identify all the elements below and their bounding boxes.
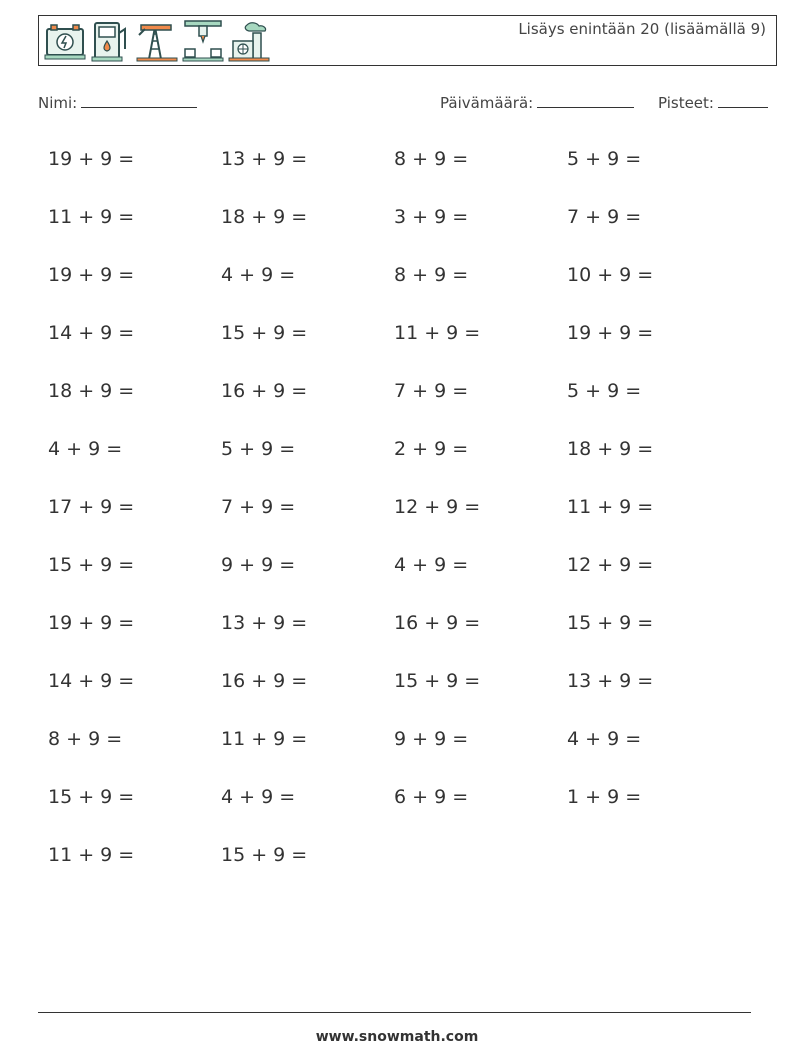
problem-item: 15 + 9 = bbox=[48, 786, 135, 808]
drill-press-icon bbox=[181, 19, 225, 63]
problem-item: 1 + 9 = bbox=[567, 786, 642, 808]
problem-item: 19 + 9 = bbox=[48, 264, 135, 286]
problem-item: 11 + 9 = bbox=[221, 728, 308, 750]
problem-item: 16 + 9 = bbox=[221, 670, 308, 692]
problem-item: 4 + 9 = bbox=[221, 786, 296, 808]
problem-item: 13 + 9 = bbox=[221, 612, 308, 634]
worksheet-title: Lisäys enintään 20 (lisäämällä 9) bbox=[518, 20, 766, 38]
problem-item: 15 + 9 = bbox=[567, 612, 654, 634]
problem-item: 5 + 9 = bbox=[567, 380, 642, 402]
problem-item: 4 + 9 = bbox=[567, 728, 642, 750]
problem-item: 14 + 9 = bbox=[48, 322, 135, 344]
problem-item: 11 + 9 = bbox=[48, 206, 135, 228]
problem-item: 5 + 9 = bbox=[221, 438, 296, 460]
problem-item: 18 + 9 = bbox=[567, 438, 654, 460]
problem-item: 7 + 9 = bbox=[394, 380, 469, 402]
problem-item: 4 + 9 = bbox=[394, 554, 469, 576]
power-plant-icon bbox=[227, 19, 271, 63]
problem-item: 18 + 9 = bbox=[48, 380, 135, 402]
problem-item: 8 + 9 = bbox=[394, 264, 469, 286]
problem-item: 11 + 9 = bbox=[567, 496, 654, 518]
name-field bbox=[38, 93, 197, 112]
problem-item: 6 + 9 = bbox=[394, 786, 469, 808]
problem-item: 15 + 9 = bbox=[394, 670, 481, 692]
problem-item: 12 + 9 = bbox=[394, 496, 481, 518]
problem-item: 3 + 9 = bbox=[394, 206, 469, 228]
problem-item: 4 + 9 = bbox=[221, 264, 296, 286]
problem-item: 8 + 9 = bbox=[394, 148, 469, 170]
problem-item: 12 + 9 = bbox=[567, 554, 654, 576]
problem-item: 9 + 9 = bbox=[221, 554, 296, 576]
name-input-line[interactable] bbox=[81, 93, 197, 108]
problem-item: 15 + 9 = bbox=[48, 554, 135, 576]
footer-divider bbox=[38, 1012, 751, 1013]
problem-item: 16 + 9 = bbox=[394, 612, 481, 634]
problem-item: 15 + 9 = bbox=[221, 322, 308, 344]
problem-item: 17 + 9 = bbox=[48, 496, 135, 518]
oil-derrick-icon bbox=[135, 19, 179, 63]
problem-item: 10 + 9 = bbox=[567, 264, 654, 286]
problem-item: 8 + 9 = bbox=[48, 728, 123, 750]
score-label: Pisteet: bbox=[658, 94, 714, 112]
problem-item: 15 + 9 = bbox=[221, 844, 308, 866]
fuel-pump-icon bbox=[89, 19, 133, 63]
score-field bbox=[658, 93, 768, 112]
date-input-line[interactable] bbox=[537, 93, 634, 108]
footer-website: www.snowmath.com bbox=[315, 1029, 479, 1045]
problem-item: 19 + 9 = bbox=[48, 612, 135, 634]
problem-item: 11 + 9 = bbox=[394, 322, 481, 344]
problem-item: 9 + 9 = bbox=[394, 728, 469, 750]
problem-item: 11 + 9 = bbox=[48, 844, 135, 866]
problem-item: 19 + 9 = bbox=[48, 148, 135, 170]
problem-item: 7 + 9 = bbox=[567, 206, 642, 228]
problem-item: 19 + 9 = bbox=[567, 322, 654, 344]
worksheet-header bbox=[38, 15, 777, 66]
problem-item: 16 + 9 = bbox=[221, 380, 308, 402]
problem-item: 5 + 9 = bbox=[567, 148, 642, 170]
problem-item: 14 + 9 = bbox=[48, 670, 135, 692]
problem-item: 13 + 9 = bbox=[221, 148, 308, 170]
score-input-line[interactable] bbox=[718, 93, 768, 108]
problem-item: 4 + 9 = bbox=[48, 438, 123, 460]
problem-item: 7 + 9 = bbox=[221, 496, 296, 518]
battery-icon bbox=[43, 19, 87, 63]
date-field bbox=[440, 93, 634, 112]
date-label: Päivämäärä: bbox=[440, 94, 534, 112]
problem-item: 18 + 9 = bbox=[221, 206, 308, 228]
problem-item: 2 + 9 = bbox=[394, 438, 469, 460]
name-label: Nimi: bbox=[38, 94, 78, 112]
problem-item: 13 + 9 = bbox=[567, 670, 654, 692]
